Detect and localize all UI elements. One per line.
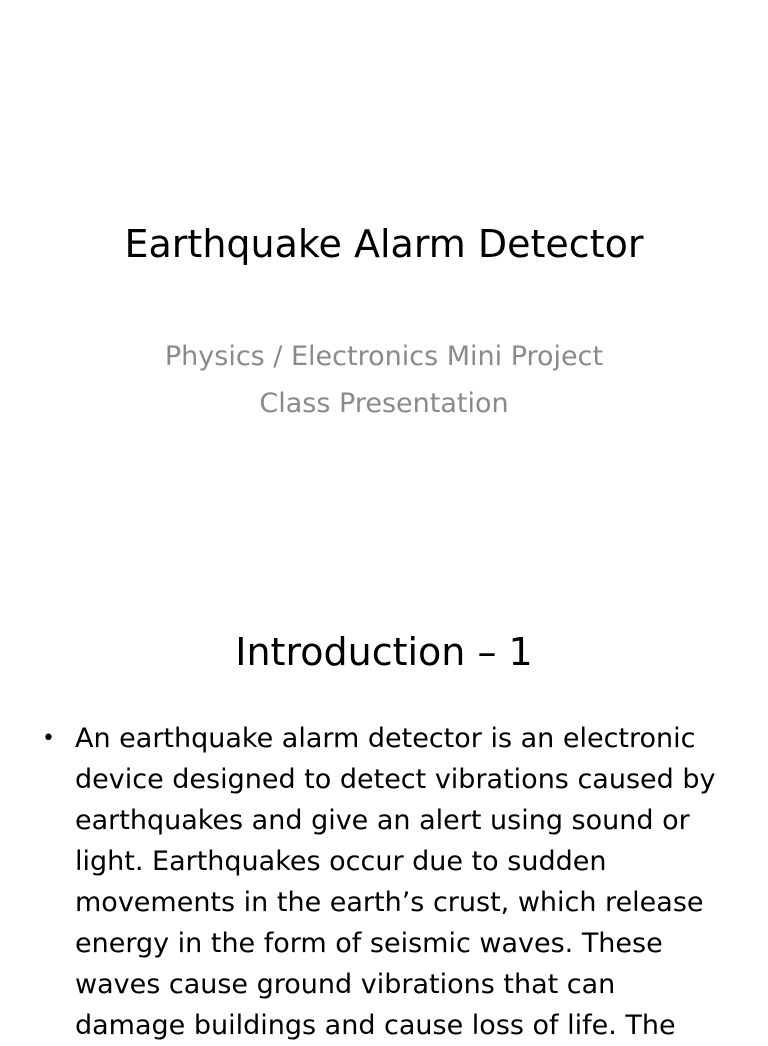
slide-heading: Introduction – 1 — [235, 630, 533, 674]
bullet-dot-icon: • — [42, 726, 55, 751]
subtitle-line: Physics / Electronics Mini Project — [164, 341, 604, 372]
presentation-subtitle — [0, 333, 768, 427]
bullet-list — [40, 718, 730, 1046]
introduction-slide — [0, 576, 768, 1041]
presentation-title: Earthquake Alarm Detector — [124, 222, 644, 266]
bullet-item — [40, 718, 730, 1046]
subtitle-line: Class Presentation — [259, 388, 509, 419]
bullet-text: An earthquake alarm detector is an electronic device designed to detect vibrations caused by earthquakes and give an alert using sound or light. Earthquakes occur due to sudden movements in the earth’s crust, which release energy in the form of seismic waves. These waves cause ground vibrations that can damage buildings and cause loss of life. The — [75, 723, 716, 1041]
